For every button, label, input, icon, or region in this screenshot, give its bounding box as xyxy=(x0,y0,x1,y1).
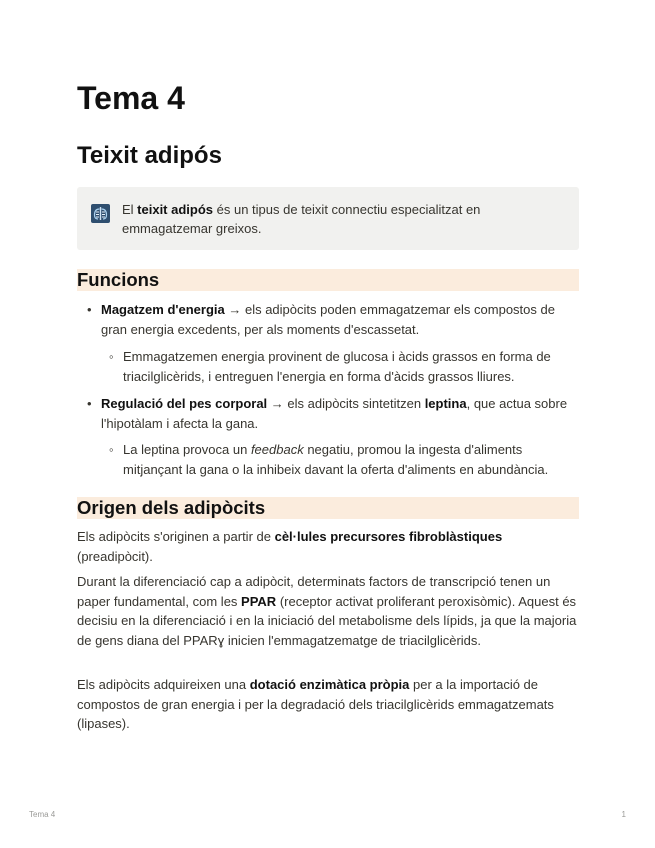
sub-item-text: negatiu, promou la ingesta d'aliments mitjançant la gana o la inhibeix davant la oferta d'aliments en abundància. xyxy=(123,442,549,477)
paragraph-text: (preadipòcit). xyxy=(77,548,153,564)
list-item xyxy=(87,300,579,339)
paragraph-text: Durant la diferenciació cap a adipòcit, determinats factors de transcripció tenen un paper fundamental, com les xyxy=(77,574,551,609)
bullet-icon: • xyxy=(87,396,92,411)
item-bold: Regulació del pes corporal xyxy=(101,396,268,411)
list-item xyxy=(109,440,579,479)
hollow-bullet-icon: ◦ xyxy=(109,442,114,457)
item-bold-term: leptina xyxy=(424,396,467,411)
callout-term: teixit adipós xyxy=(137,202,214,217)
sub-item-text: La leptina provoca un xyxy=(123,442,251,457)
footer-title: Tema 4 xyxy=(29,810,56,819)
paragraph xyxy=(77,675,579,734)
item-bold: Magatzem d'energia xyxy=(101,302,225,317)
paragraph-text: Els adipòcits adquireixen una xyxy=(77,677,250,692)
item-text: → els adipòcits sintetitzen xyxy=(267,396,425,411)
item-text: → els adipòcits poden emmagatzemar els compostos de gran energia excedents, per als moments d'escassetat. xyxy=(101,302,555,337)
bullet-icon: • xyxy=(87,302,92,317)
paragraph-bold: PPAR xyxy=(241,593,277,609)
paragraph-text: per a la importació de compostos de gran energia i per la degradació dels triacilglicèrids emmagatzemats (lipases). xyxy=(77,677,554,731)
paragraph-bold: cèl·lules precursores fibroblàstiques xyxy=(274,529,503,544)
item-text: , que actua sobre l'hipotàlam i afecta la gana. xyxy=(101,396,568,431)
paragraph-bold: dotació enzimàtica pròpia xyxy=(249,677,410,692)
page-title: Tema 4 xyxy=(77,80,185,116)
section-title: Teixit adipós xyxy=(77,142,222,169)
paragraph xyxy=(77,572,579,650)
paragraph-text: (receptor activat proliferant peroxisòmic). Aquest és decisiu en la diferenciació i en la iniciació del metabolisme dels lípids, ja que la majoria de gens diana del PPARɣ inicien l'emmagatzematge de triacilglicèrids. xyxy=(77,593,577,648)
paragraph-text: Els adipòcits s'originen a partir de xyxy=(77,529,275,544)
callout-box xyxy=(77,187,579,250)
heading-origen: Origen dels adipòcits xyxy=(77,497,579,519)
callout-text-post: és un tipus de teixit connectiu especialitzat en emmagatzemar greixos. xyxy=(122,202,481,236)
list-item xyxy=(109,347,579,386)
sub-item-text: Emmagatzemen energia provinent de glucosa i àcids grassos en forma de triacilglicèrids, i entreguen l'energia en forma d'àcids grassos lliures. xyxy=(123,349,551,384)
x-ray-icon xyxy=(91,204,110,223)
callout-text-pre: El xyxy=(122,202,138,217)
paragraph xyxy=(77,527,579,566)
heading-funcions: Funcions xyxy=(77,269,579,291)
page-number: 1 xyxy=(621,810,626,819)
hollow-bullet-icon: ◦ xyxy=(109,349,114,364)
list-item xyxy=(87,394,579,433)
sub-item-emphasis: feedback xyxy=(250,442,304,457)
